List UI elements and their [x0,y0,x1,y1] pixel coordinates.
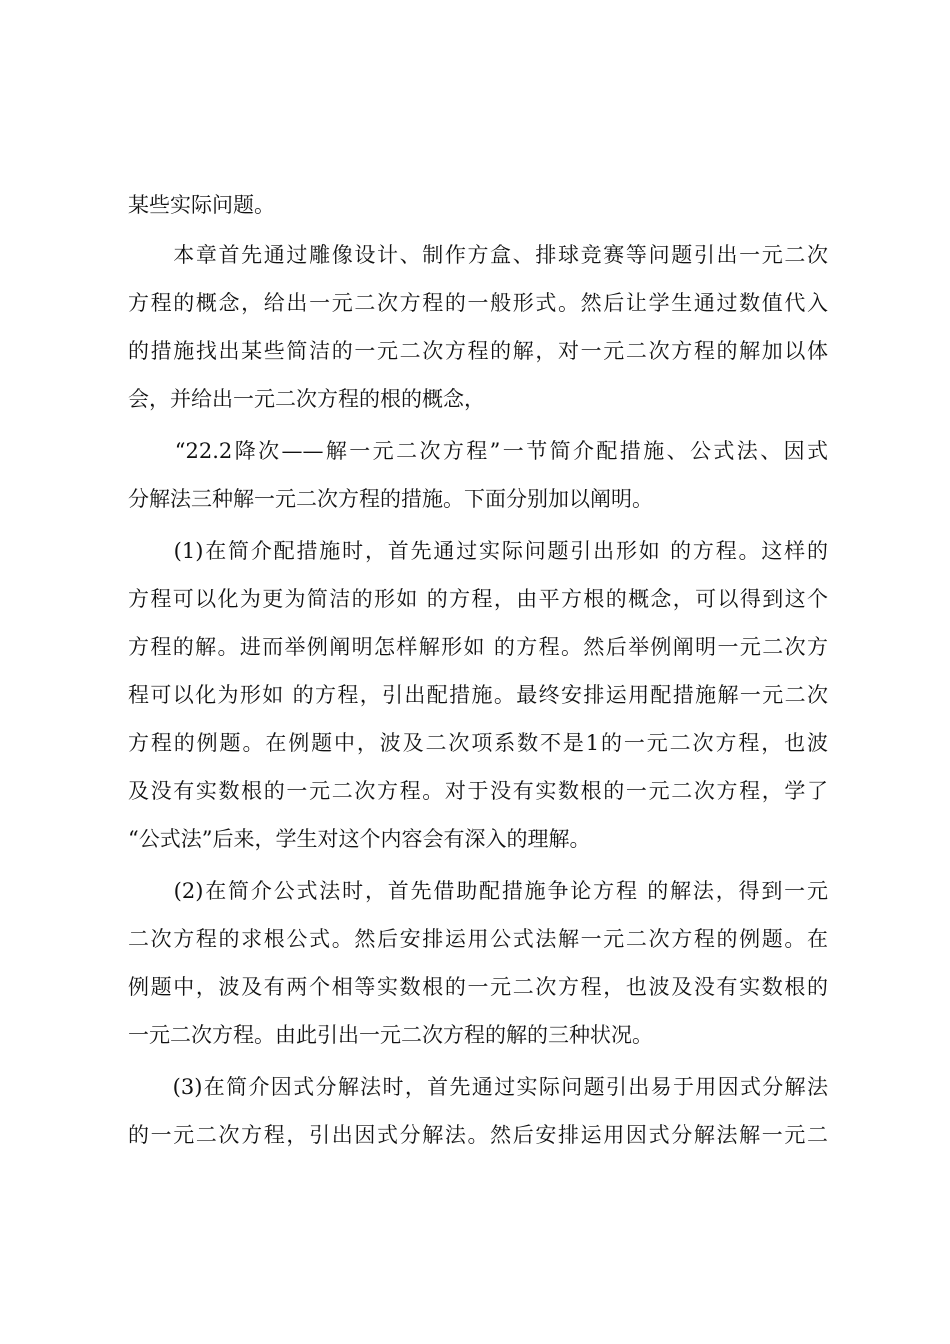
text-line: 二次方程的求根公式。然后安排运用公式法解一元二次方程的例题。在 [128,927,828,951]
text-line: “22.2降次——解一元二次方程”一节简介配措施、公式法、因式 [128,439,828,463]
text-line: 本章首先通过雕像设计、制作方盒、排球竞赛等问题引出一元二次 [128,243,828,267]
text-line: (2)在简介公式法时，首先借助配措施争论方程 的解法，得到一元 [128,879,828,903]
text-line: 方程的概念，给出一元二次方程的一般形式。然后让学生通过数值代入 [128,291,828,315]
text-line: 会，并给出一元二次方程的根的概念， [128,387,485,411]
text-line: 方程的解。进而举例阐明怎样解形如 的方程。然后举例阐明一元二次方 [128,635,828,659]
text-line: 例题中，波及有两个相等实数根的一元二次方程，也波及没有实数根的 [128,975,828,999]
text-line: 方程可以化为更为简洁的形如 的方程，由平方根的概念，可以得到这个 [128,587,828,611]
text-line: “公式法”后来，学生对这个内容会有深入的理解。 [128,827,591,851]
text-line: 的措施找出某些简洁的一元二次方程的解，对一元二次方程的解加以体 [128,339,828,363]
text-line: 某些实际问题。 [128,193,275,217]
text-line: 方程的例题。在例题中，波及二次项系数不是1的一元二次方程，也波 [128,731,828,755]
text-line: 程可以化为形如 的方程，引出配措施。最终安排运用配措施解一元二次 [128,683,828,707]
text-line: 的一元二次方程，引出因式分解法。然后安排运用因式分解法解一元二 [128,1123,828,1147]
text-line: 分解法三种解一元二次方程的措施。下面分别加以阐明。 [128,487,653,511]
text-line: 一元二次方程。由此引出一元二次方程的解的三种状况。 [128,1023,653,1047]
text-line: (3)在简介因式分解法时，首先通过实际问题引出易于用因式分解法 [128,1075,828,1099]
text-line: 及没有实数根的一元二次方程。对于没有实数根的一元二次方程，学了 [128,779,828,803]
text-line: (1)在简介配措施时，首先通过实际问题引出形如 的方程。这样的 [128,539,828,563]
